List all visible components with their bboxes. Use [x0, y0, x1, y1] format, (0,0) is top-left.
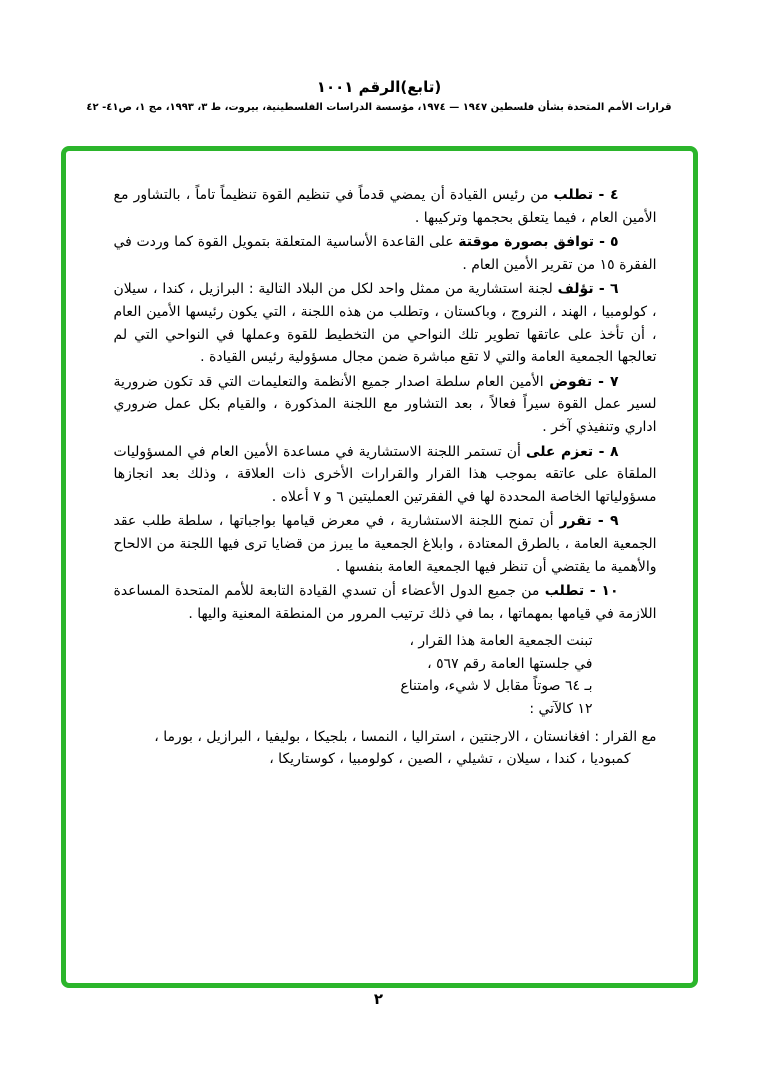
clause-lead: ٦ - تؤلف: [557, 281, 619, 298]
clause-text: من جميع الدول الأعضاء أن تسدي القيادة التابعة للأمم المتحدة المساعدة اللازمة في قيامها بمهماتها ، بما في ذلك ترتيب المرور من المنطقة المعنية واليها .: [113, 583, 657, 622]
votes-for-paragraph: مع القرار : افغانستان ، الارجنتين ، استراليا ، النمسا ، بلجيكا ، بوليفيا ، البرازيل ، بورما ، كمبوديا ، كندا ، سيلان ، تشيلي ، الصين ، كولومبيا ، كوستاريكا ،: [154, 728, 657, 768]
document-header: [0, 0, 758, 115]
resolution-frame: [61, 146, 698, 988]
clause-text: على القاعدة الأساسية المتعلقة بتمويل القوة كما وردت في الفقرة ١٥ من تقرير الأمين العام .: [113, 234, 657, 273]
clause-lead: ٤ - تطلب: [553, 187, 619, 203]
document-title: (تابع)الرقم ١٠٠١: [316, 78, 442, 96]
clause-paragraph: [114, 184, 657, 229]
clause-text: الأمين العام سلطة اصدار جميع الأنظمة والتعليمات التي قد تكون ضرورية لسير عمل القوة سيراً فعالاً ، بعد التشاور مع اللجنة المذكورة ، والقيام بكل عمل ضروري اداري وتنفيذي آخر .: [113, 373, 657, 435]
adoption-line: ١٢ كالآتي :: [529, 701, 593, 718]
clause-lead: ٥ - توافق بصورة موقتة: [458, 234, 619, 251]
clause-text: لجنة استشارية من ممثل واحد لكل من البلاد التالية : البرازيل ، كندا ، سيلان ، كولومبيا ، الهند ، النروج ، وباكستان ، وتطلب من هذه اللجنة ، التي يكون رئيسها الأمين العام ، أن تأخذ على عاتقها تطوير تلك النواحي من التخطيط للقوة وعملها في النواحي التي لم تعالجها الجمعية العامة والتي لا تقع مباشرة ضمن مجال مسؤولية رئيس القيادة .: [113, 281, 657, 366]
adoption-block: [114, 630, 593, 720]
clause-paragraph: [114, 510, 657, 578]
clause-lead: ٨ - تعزم على: [526, 443, 619, 460]
clause-text: أن تستمر اللجنة الاستشارية في مساعدة الأمين العام في المسؤوليات الملقاة على عاتقه بموجب هذا القرار والقرارات الأخرى ذات العلاقة ، وذلك بعد انجازها مسؤولياتها الخاصة المحددة لها في الفقرتين العمليتين ٦ و ٧ أعلاه .: [113, 443, 657, 505]
adoption-line: بـ ٦٤ صوتاً مقابل لا شيء، وامتناع: [400, 678, 593, 695]
clause-paragraph: [114, 580, 657, 625]
clause-paragraph: [114, 278, 657, 368]
source-citation: قرارات الأمم المتحدة بشأن فلسطين ١٩٤٧ — ١٩٧٤، مؤسسة الدراسات الفلسطينية، بيروت، ط ٣، ١٩٩٣، مج ١، ص٤١- ٤٢: [86, 102, 672, 113]
clause-text: من رئيس القيادة أن يمضي قدماً في تنظيم القوة تنظيماً تاماً ، بالتشاور مع الأمين العام ، فيما يتعلق بحجمها وتركيبها .: [113, 187, 657, 226]
page-number: ٢: [373, 990, 384, 1008]
clause-text: أن تمنح اللجنة الاستشارية ، في معرض قيامها بواجباتها ، سلطة طلب عقد الجمعية العامة ، بالطرق المعتادة ، وابلاغ الجمعية ما يبرز من قضايا ترى فيها اللجنة من الالحاح والأهمية ما يقتضي أن تنظر فيها الجمعية العامة بنفسها .: [113, 513, 657, 575]
clause-lead: ٧ - تفوض: [549, 373, 619, 390]
clause-lead: ١٠ - تطلب: [544, 583, 619, 600]
clause-lead: ٩ - تقرر: [559, 513, 619, 530]
resolution-body: [66, 151, 693, 983]
adoption-line: تبنت الجمعية العامة هذا القرار ،: [409, 633, 593, 650]
adoption-line: في جلستها العامة رقم ٥٦٧ ،: [427, 655, 593, 672]
clause-paragraph: [114, 441, 657, 509]
clause-paragraph: [114, 371, 657, 439]
clause-paragraph: [114, 231, 657, 276]
